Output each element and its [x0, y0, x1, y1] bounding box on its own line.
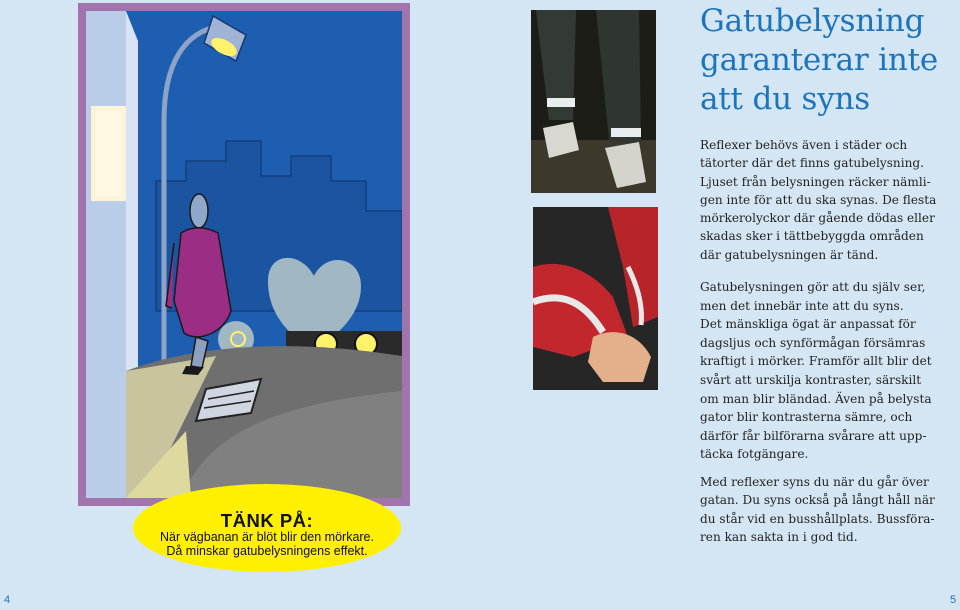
photo-reflective-sleeve — [533, 207, 658, 390]
heading-line: att du syns — [700, 81, 871, 117]
text-line: men det innebär inte att du syns. — [700, 298, 904, 313]
callout-line: När vägbanan är blöt blir den mörkare. — [159, 530, 374, 544]
text-line: om man blir bländad. Även på belysta — [700, 391, 932, 406]
sleeve-photo-illustration — [533, 207, 658, 390]
page-number-left: 4 — [4, 594, 11, 606]
text-line: gatan. Du syns också på långt håll när — [700, 493, 935, 508]
street-illustration — [78, 3, 410, 506]
text-line: ren kan sakta in i god tid. — [700, 529, 858, 544]
callout-title: TÄNK PÅ: — [220, 510, 314, 531]
text-line: gen inte för att du ska synas. De flesta — [700, 192, 937, 207]
text-line: Reflexer behövs även i städer och — [700, 138, 908, 152]
paragraph-second — [700, 278, 950, 464]
text-line: där gatubelysningen är tänd. — [700, 247, 879, 262]
text-line: skadas sker i tättbebyggda områden — [700, 229, 924, 244]
night-street-scene — [86, 11, 402, 498]
text-line: gator blir kontrasterna sämre, och — [700, 410, 913, 425]
text-line: Gatubelysningen gör att du själv ser, — [700, 280, 926, 294]
text-line: därför får bilförarna svårare att upp- — [700, 428, 927, 443]
text-line: mörkerolyckor där gående dödas eller — [700, 211, 935, 226]
paragraph-third — [700, 473, 950, 546]
text-line: du står vid en busshållplats. Bussföra- — [700, 511, 935, 526]
heading-line: garanterar inte — [700, 42, 939, 78]
ankles-photo-illustration — [531, 10, 656, 193]
paragraph-intro — [700, 136, 950, 264]
text-line: kraftigt i mörker. Framför allt blir det — [700, 354, 932, 369]
text-line: Ljuset från belysningen räcker nämli- — [700, 174, 931, 189]
text-line: Det mänskliga ögat är anpassat för — [700, 317, 916, 332]
page-heading — [700, 2, 955, 119]
text-line: Med reflexer syns du när du går över — [700, 475, 929, 489]
heading-line: Gatubelysning — [700, 3, 925, 39]
photo-reflective-ankles — [531, 10, 656, 193]
text-line: tätorter där det finns gatubelysning. — [700, 156, 924, 171]
page-number-right: 5 — [950, 594, 957, 606]
callout-line: Då minskar gatubelysningens effekt. — [166, 544, 368, 558]
callout-bubble — [133, 484, 401, 572]
text-line: dagsljus och synförmågan försämras — [700, 335, 926, 350]
text-line: svårt att urskilja kontraster, särskilt — [700, 372, 922, 387]
text-line: täcka fotgängare. — [700, 447, 809, 462]
